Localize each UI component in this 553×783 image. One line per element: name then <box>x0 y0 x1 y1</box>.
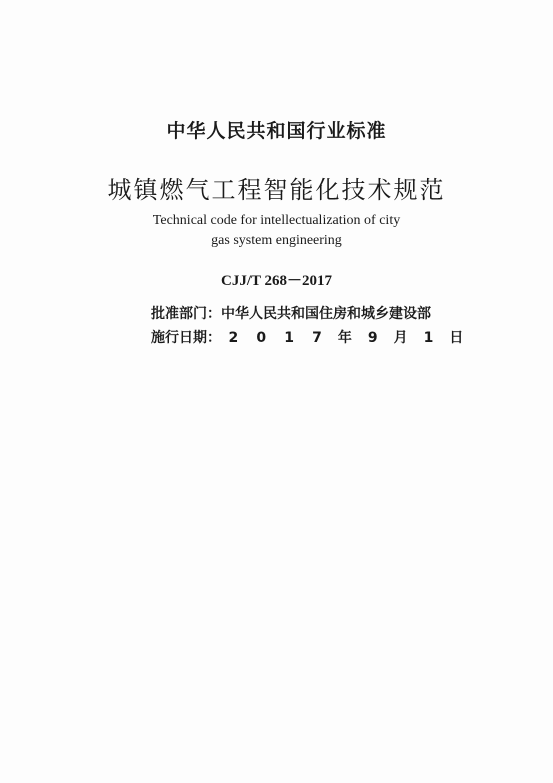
standard-type-heading: 中华人民共和国行业标准 <box>166 120 387 142</box>
date-part: 月 <box>393 330 408 346</box>
effective-date-value <box>221 330 472 346</box>
chinese-title: 城镇燃气工程智能化技术规范 <box>107 176 446 204</box>
date-part: 1 <box>423 330 434 346</box>
date-part: 0 <box>256 330 267 346</box>
english-title-line-1: Technical code for intellectualization of city <box>152 213 401 228</box>
effective-date-row <box>151 327 472 347</box>
date-part: 年 <box>337 330 352 346</box>
date-part: 9 <box>367 330 378 346</box>
approval-row <box>151 303 431 323</box>
approval-label: 批准部门： <box>151 306 221 322</box>
english-title-line-2: gas system engineering <box>211 233 342 248</box>
date-part: 2 <box>228 330 239 346</box>
date-part: 日 <box>449 330 464 346</box>
approval-value: 中华人民共和国住房和城乡建设部 <box>221 306 431 322</box>
effective-date-label: 施行日期： <box>151 330 221 346</box>
date-part: 1 <box>284 330 294 346</box>
date-part: 7 <box>312 330 322 346</box>
english-title <box>0 211 553 251</box>
standard-code: CJJ/T 268－2017 <box>221 273 332 289</box>
